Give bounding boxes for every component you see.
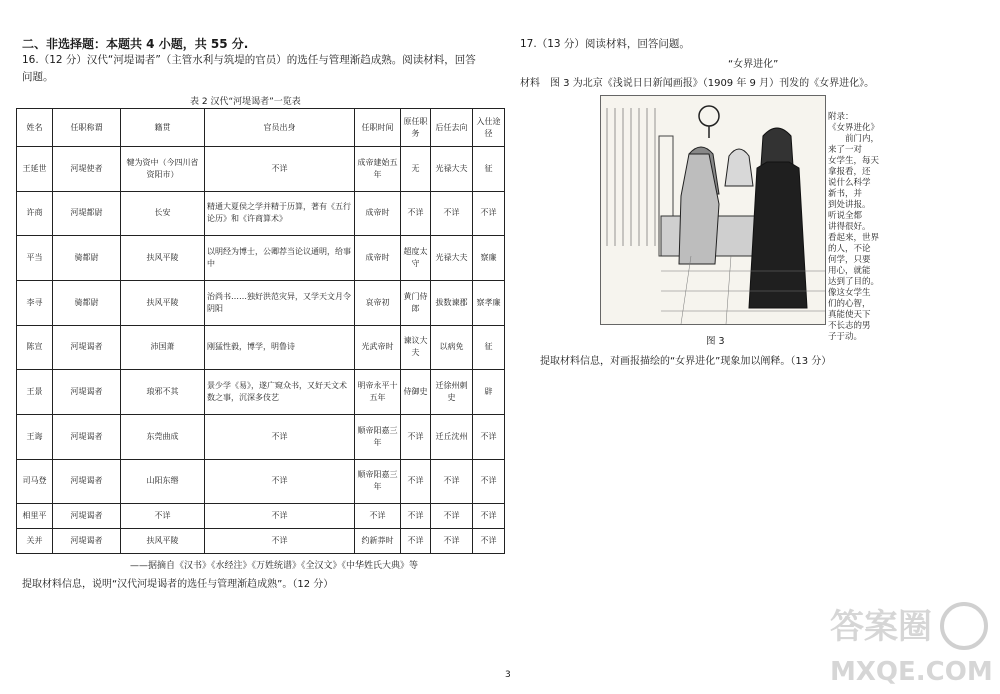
note-line: 女学生，每天 <box>828 156 880 166</box>
cell-next: 不详 <box>431 459 473 504</box>
cell-background: 不详 <box>205 459 355 504</box>
cell-origin: 长安 <box>121 191 205 236</box>
cell-period: 哀帝初 <box>355 280 401 325</box>
cell-period: 成帝时 <box>355 236 401 281</box>
cell-title: 河堤谒者 <box>53 504 121 529</box>
note-line: 子于动。 <box>828 332 863 342</box>
cell-origin: 不详 <box>121 504 205 529</box>
watermark-brand: 答案圈 <box>830 607 932 647</box>
cell-background: 不详 <box>205 529 355 554</box>
cell-name: 王延世 <box>17 147 53 192</box>
table-row <box>17 325 505 370</box>
cell-title: 河堤谒者 <box>53 414 121 459</box>
table-row <box>17 147 505 192</box>
cell-next: 以病免 <box>431 325 473 370</box>
cell-next: 不详 <box>431 529 473 554</box>
watermark-graphic <box>826 598 996 688</box>
cell-name: 许商 <box>17 191 53 236</box>
cell-next: 拔数谏郡 <box>431 280 473 325</box>
cell-origin: 犍为资中（今四川省资阳市） <box>121 147 205 192</box>
header-title: 任职称谓 <box>53 109 121 147</box>
table-row <box>17 370 505 415</box>
cell-origin: 沛国萧 <box>121 325 205 370</box>
cell-next: 不详 <box>431 191 473 236</box>
cell-path: 征 <box>473 325 505 370</box>
q16-prompt: 提取材料信息，说明“汉代河堤谒者的选任与管理渐趋成熟”。（12 分） <box>22 579 334 590</box>
cell-background: 不详 <box>205 414 355 459</box>
cell-next: 迁徐州刺史 <box>431 370 473 415</box>
table-row <box>17 236 505 281</box>
header-origin: 籍贯 <box>121 109 205 147</box>
cell-path: 不详 <box>473 191 505 236</box>
cell-previous: 不详 <box>401 504 431 529</box>
cell-path: 察廉 <box>473 236 505 281</box>
cell-background: 景少学《易》，遂广窥众书，又好天文术数之事，沉深多伎艺 <box>205 370 355 415</box>
cell-origin: 琅邪不其 <box>121 370 205 415</box>
cell-path: 不详 <box>473 414 505 459</box>
cell-previous: 不详 <box>401 459 431 504</box>
cell-title: 骑都尉 <box>53 280 121 325</box>
note-line: 讲得很好。 <box>828 222 871 232</box>
cell-next: 迁丘沈州 <box>431 414 473 459</box>
cell-period: 约新莽时 <box>355 529 401 554</box>
note-line: 看起来，世界 <box>828 233 880 243</box>
note-line: 拿报看，还 <box>828 167 871 177</box>
cell-previous: 不详 <box>401 529 431 554</box>
cell-origin: 扶风平陵 <box>121 236 205 281</box>
page-number: 3 <box>505 670 511 680</box>
note-line: 何学，只要 <box>828 255 871 265</box>
table-row <box>17 459 505 504</box>
note-line: 听说全都 <box>828 211 863 221</box>
cell-title: 河堤都尉 <box>53 191 121 236</box>
table-source: ——据摘自《汉书》《水经注》《万姓统谱》《全汉文》《中华姓氏大典》等 <box>130 561 419 571</box>
cell-name: 相里平 <box>17 504 53 529</box>
note-line: 用心，就能 <box>828 266 871 276</box>
cell-origin: 东莞曲成 <box>121 414 205 459</box>
header-path: 入仕途径 <box>473 109 505 147</box>
illustration-drawing <box>601 96 825 324</box>
note-line: 不长志的男 <box>828 321 871 331</box>
cell-name: 李寻 <box>17 280 53 325</box>
note-line: 说什么科学 <box>828 178 871 188</box>
cell-background: 治尚书……独好洪范灾异，又学天文月令阴阳 <box>205 280 355 325</box>
cell-name: 陈宣 <box>17 325 53 370</box>
header-background: 官员出身 <box>205 109 355 147</box>
note-line: 像这女学生 <box>828 288 871 298</box>
cell-previous: 不详 <box>401 414 431 459</box>
header-previous: 原任职务 <box>401 109 431 147</box>
watermark-domain: MXQE.COM <box>830 657 993 687</box>
cell-background: 以明经为博士，公卿荐当论议通明，给事中 <box>205 236 355 281</box>
cell-period: 不详 <box>355 504 401 529</box>
cell-path: 不详 <box>473 529 505 554</box>
cell-path: 不详 <box>473 459 505 504</box>
cell-period: 明帝永平十五年 <box>355 370 401 415</box>
cell-period: 成帝时 <box>355 191 401 236</box>
table-row <box>17 414 505 459</box>
table-row <box>17 504 505 529</box>
figure-caption: 图 3 <box>706 336 725 347</box>
note-line: 前门内， <box>828 134 880 144</box>
q17-material-text: 材料 图 3 为北京《浅说日日新闻画报》（1909 年 9 月）刊发的《女界进化》。 <box>520 78 875 89</box>
cell-next: 光禄大夫 <box>431 236 473 281</box>
note-line: 附录： <box>828 112 854 122</box>
cell-title: 河堤谒者 <box>53 529 121 554</box>
header-period: 任职时间 <box>355 109 401 147</box>
note-line: 新书，并 <box>828 189 863 199</box>
cell-name: 王诲 <box>17 414 53 459</box>
cell-previous: 超度太守 <box>401 236 431 281</box>
cell-next: 光禄大夫 <box>431 147 473 192</box>
cell-period: 顺帝阳嘉三年 <box>355 459 401 504</box>
appendix-note <box>828 112 916 343</box>
cell-previous: 谏议大夫 <box>401 325 431 370</box>
note-line: 来了一对 <box>828 145 863 155</box>
note-line: 真能使天下 <box>828 310 871 320</box>
note-line: 《女界进化》 <box>828 123 880 133</box>
q16-intro-line2: 问题。 <box>22 71 54 83</box>
pictorial-illustration <box>600 95 826 325</box>
officials-table <box>16 108 505 554</box>
cell-previous: 无 <box>401 147 431 192</box>
note-line: 的人，不论 <box>828 244 871 254</box>
cell-title: 河堤谒者 <box>53 459 121 504</box>
cell-previous: 侍御史 <box>401 370 431 415</box>
cell-path: 辟 <box>473 370 505 415</box>
q16-intro-line1: 16.（12 分）汉代“河堤谒者”（主管水利与筑堤的官员）的选任与管理渐趋成熟。阅读材料，回答 <box>22 54 476 66</box>
cell-name: 关并 <box>17 529 53 554</box>
table-row <box>17 280 505 325</box>
table-header-row <box>17 109 505 147</box>
header-next: 后任去向 <box>431 109 473 147</box>
cell-title: 河堤谒者 <box>53 325 121 370</box>
note-line: 们的心智， <box>828 299 871 309</box>
cell-previous: 不详 <box>401 191 431 236</box>
table-row <box>17 191 505 236</box>
cell-title: 河堤使者 <box>53 147 121 192</box>
cell-period: 成帝建始五年 <box>355 147 401 192</box>
note-line: 到处讲报。 <box>828 200 871 210</box>
cell-period: 顺帝阳嘉三年 <box>355 414 401 459</box>
cell-period: 光武帝时 <box>355 325 401 370</box>
cell-background: 精通大夏侯之学并精于历算，著有《五行论历》和《许商算术》 <box>205 191 355 236</box>
q17-material-title: “女界进化” <box>728 59 779 70</box>
cell-name: 平当 <box>17 236 53 281</box>
header-name: 姓名 <box>17 109 53 147</box>
cell-background: 不详 <box>205 147 355 192</box>
q17-prompt: 提取材料信息，对画报描绘的“女界进化”现象加以阐释。（13 分） <box>540 356 832 367</box>
q17-heading: 17.（13 分）阅读材料，回答问题。 <box>520 38 690 50</box>
cell-path: 不详 <box>473 504 505 529</box>
cell-origin: 山阳东缗 <box>121 459 205 504</box>
table-caption: 表 2 汉代“河堤谒者”一览表 <box>190 97 301 107</box>
cell-name: 王景 <box>17 370 53 415</box>
cell-title: 骑都尉 <box>53 236 121 281</box>
section-title: 二、非选择题：本题共 4 小题，共 55 分. <box>22 37 249 51</box>
table-row <box>17 529 505 554</box>
cell-title: 河堤谒者 <box>53 370 121 415</box>
cell-path: 察孝廉 <box>473 280 505 325</box>
cell-origin: 扶风平陵 <box>121 280 205 325</box>
watermark-logo <box>826 598 996 688</box>
note-line: 达到了目的。 <box>828 277 880 287</box>
cell-path: 征 <box>473 147 505 192</box>
cell-background: 刚猛性毅，博学，明鲁诗 <box>205 325 355 370</box>
cell-origin: 扶风平陵 <box>121 529 205 554</box>
cell-name: 司马登 <box>17 459 53 504</box>
cell-next: 不详 <box>431 504 473 529</box>
cell-background: 不详 <box>205 504 355 529</box>
cell-previous: 黄门侍郎 <box>401 280 431 325</box>
